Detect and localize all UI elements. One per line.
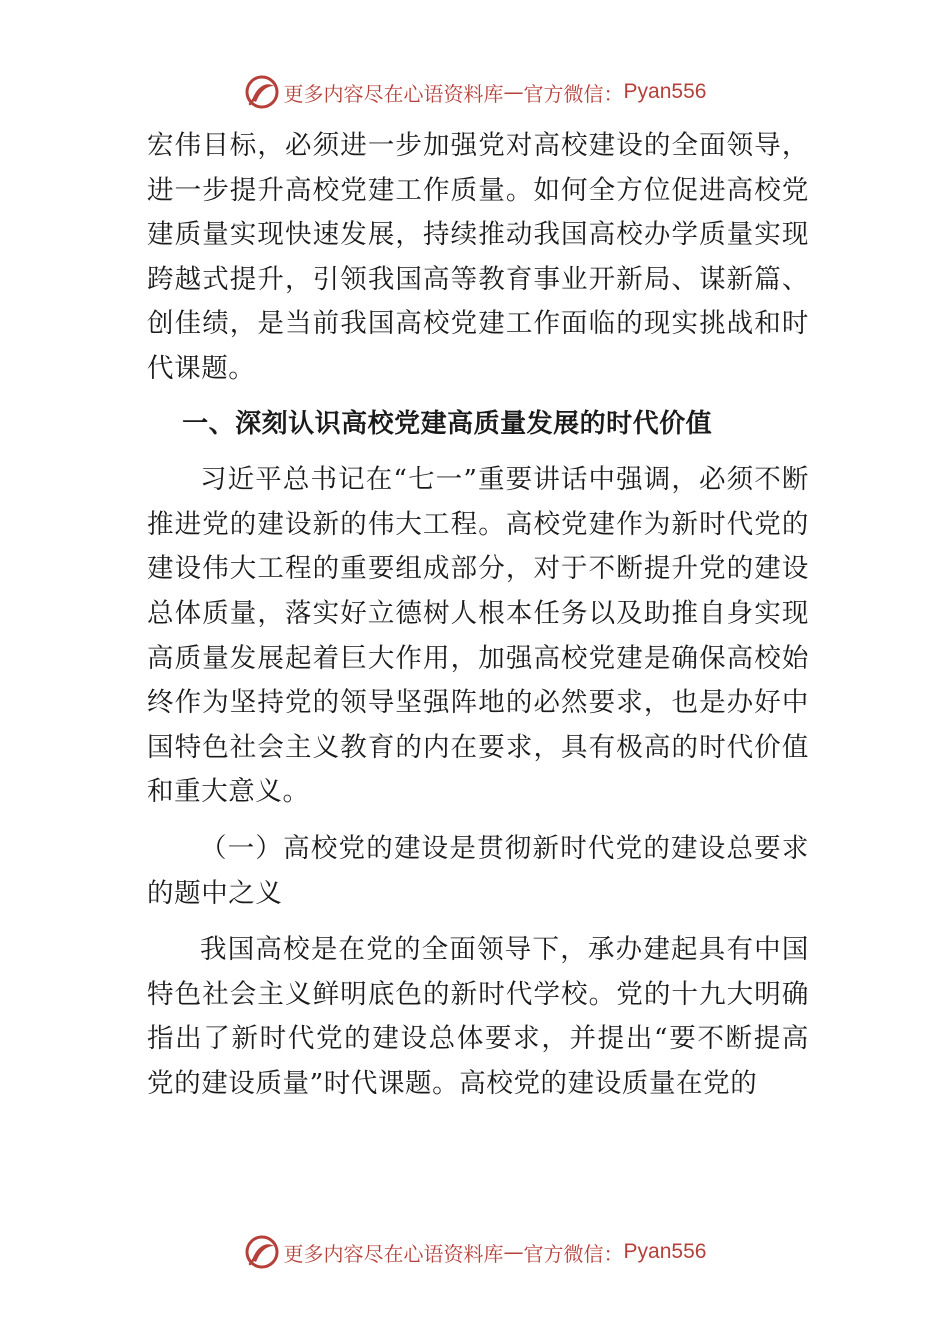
banner-wechat-id: Pyan556 (623, 1240, 707, 1263)
banner-separator: — (503, 80, 524, 104)
banner-wechat-label: 官方微信： (523, 1241, 624, 1266)
paragraph-1: 宏伟目标，必须进一步加强党对高校建设的全面领导，进一步提升高校党建工作质量。如何全方位促进高校党建质量实现快速发展，持续推动我国高校办学质量实现跨越式提升，引领我国高等教育事业开新局、谋新篇、创佳绩，是当前我国高校党建工作面临的现实挑战和时代课题。 (147, 130, 809, 384)
subsection-heading-1: （一）高校党的建设是贯彻新时代党的建设总要求的题中之义 (147, 832, 809, 909)
paragraph-2: 习近平总书记在“七一”重要讲话中强调，必须不断推进党的建设新的伟大工程。高校党建作为新时代党的建设伟大工程的重要组成部分，对于不断提升党的建设总体质量，落实好立德树人根本任务以及助推自身实现高质量发展起着巨大作用，加强高校党建是确保高校始终作为坚持党的领导坚强阵地的必然要求，也是办好中国特色社会主义教育的内在要求，具有极高的时代价值和重大意义。 (147, 464, 809, 808)
section-heading-1: 一、深刻认识高校党建高质量发展的时代价值 (182, 408, 713, 439)
brand-logo-icon (244, 1234, 280, 1270)
banner-separator: — (503, 1240, 524, 1264)
banner-brand-text: 更多内容尽在心语资料库 (283, 81, 504, 106)
banner-wechat-id: Pyan556 (623, 80, 707, 103)
footer-banner (0, 1230, 950, 1274)
brand-logo-icon (244, 74, 280, 110)
banner-brand-text: 更多内容尽在心语资料库 (283, 1241, 504, 1266)
header-banner (0, 70, 950, 114)
banner-wechat-label: 官方微信： (523, 81, 624, 106)
paragraph-3: 我国高校是在党的全面领导下，承办建起具有中国特色社会主义鲜明底色的新时代学校。党的十九大明确指出了新时代党的建设总体要求，并提出“要不断提高党的建设质量”时代课题。高校党的建设质量在党的 (147, 934, 809, 1099)
document-body (147, 124, 809, 1106)
